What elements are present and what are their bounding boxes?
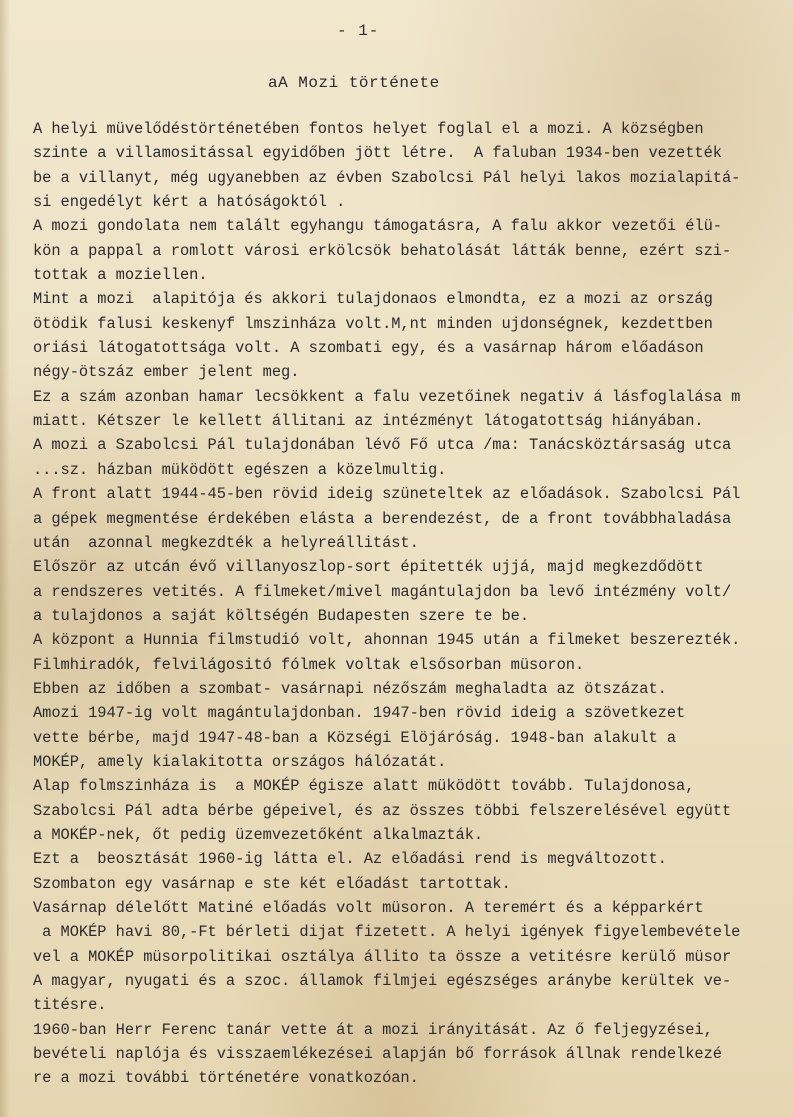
text-line: Vasárnap délelőtt Matiné előadás volt müsoron. A teremért és a képparkért — [33, 899, 704, 917]
text-line: A helyi müvelődéstörténetében fontos helyet foglal el a mozi. A községben — [33, 120, 704, 138]
text-line: ötödik falusi keskenyf lmszinháza volt.M,nt minden ujdonségnek, kezdettben — [33, 314, 713, 333]
text-line: MOKÉP, amely kialakitotta országos hálózatát. — [33, 752, 447, 771]
text-line: A magyar, nyugati és a szoc. államok filmjei egészséges aránybe kerültek ve- — [33, 972, 732, 991]
text-line: kön a pappal a romlott városi erkölcsök behatolását látták benne, ezért szi- — [33, 241, 732, 260]
text-line: titésre. — [33, 996, 107, 1015]
text-line: Mint a mozi alapitója és akkori tulajdonaos elmondta, ez a mozi az ország — [33, 290, 713, 309]
text-line: Ebben az időben a szombat- vasárnapi nézőszám meghaladta az ötszázat. — [33, 679, 667, 698]
text-line: a rendszeres vetités. A filmeket/mivel magántulajdon ba levő intézmény volt/ — [33, 582, 732, 601]
text-line: után azonnal megkezdték a helyreállitást. — [33, 533, 419, 552]
page-title: aA Mozi története — [268, 74, 440, 92]
text-line: Filmhiradók, felvilágositó fólmek voltak elsősorban müsoron. — [33, 655, 585, 674]
text-line: re a mozi további történetére vonatkozóan. — [33, 1069, 419, 1088]
text-line: A front alatt 1944-45-ben rövid ideig szüneteltek az előadások. Szabolcsi Pál — [33, 485, 741, 504]
text-line: oriási látogatottsága volt. A szombati egy, és a vasárnap három előadáson — [33, 339, 704, 358]
text-line: Amozi 1947-ig volt magántulajdonban. 1947-ben rövid ideig a szövetkezet — [33, 704, 686, 723]
text-line: a MOKÉP havi 80,-Ft bérleti dijat fizetett. A helyi igények figyelembevétele — [33, 923, 741, 942]
text-line: A központ a Hunnia filmstudió volt, ahonnan 1945 után a filmeket beszerezték. — [33, 631, 741, 650]
text-line: A mozi gondolata nem talált egyhangu támogatásra, A falu akkor vezetői élü- — [33, 217, 722, 236]
text-line: 1960-ban Herr Ferenc tanár vette át a mozi irányitását. Az ő feljegyzései, — [33, 1020, 713, 1039]
text-line: Ezt a beosztását 1960-ig látta el. Az előadási rend is megváltozott. — [33, 850, 667, 869]
text-line: be a villanyt, még ugyanebben az évben Szabolcsi Pál helyi lakos mozialapitá- — [33, 168, 741, 187]
text-line: tottak a moziellen. — [33, 266, 208, 285]
text-line: miatt. Kétszer le kellett állitani az intézményt látogatottság hiányában. — [33, 412, 704, 431]
text-line: a MOKÉP-nek, őt pedig üzemvezetőként alkalmazták. — [33, 825, 484, 844]
text-line: szinte a villamositással egyidőben jött létre. A faluban 1934-ben vezették — [33, 144, 722, 163]
text-line: vette bérbe, majd 1947-48-ban a Községi Elöjáróság. 1948-ban alakult a — [33, 728, 677, 747]
text-line: bevételi naplója és visszaemlékezései alapján bő források állnak rendelkezé — [33, 1045, 722, 1064]
text-line: Alap folmszinháza is a MOKÉP égisze alatt müködött tovább. Tulajdonosa, — [33, 777, 695, 796]
page-number: - 1- — [337, 22, 380, 40]
text-line: a tulajdonos a saját költségén Budapesten szere te be. — [33, 606, 530, 625]
text-line: si engedélyt kért a hatóságoktól . — [33, 193, 346, 212]
text-line: négy-ötszáz ember jelent meg. — [33, 363, 300, 382]
text-line: Először az utcán évő villanyoszlop-sort épitették ujjá, majd megkezdődött — [33, 558, 704, 577]
text-line: A mozi a Szabolcsi Pál tulajdonában lévő Fő utca /ma: Tanácsköztársaság utca — [33, 436, 732, 455]
text-line: a gépek megmentése érdekében elásta a berendezést, de a front továbbhaladása — [33, 509, 732, 528]
body-text — [33, 117, 791, 1091]
text-line: Szombaton egy vasárnap e ste két előadást tartottak. — [33, 874, 511, 893]
page-edge-shadow — [0, 0, 10, 1117]
text-line: Ez a szám azonban hamar lecsökkent a falu vezetőinek negativ á lásfoglalása m — [33, 387, 741, 406]
text-line: ...sz. házban müködött egészen a közelmultig. — [33, 460, 447, 479]
text-line: vel a MOKÉP müsorpolitikai osztálya állito ta össze a vetitésre kerülő müsor — [33, 947, 732, 966]
text-line: Szabolcsi Pál adta bérbe gépeivel, és az összes többi felszerelésével együtt — [33, 801, 732, 820]
